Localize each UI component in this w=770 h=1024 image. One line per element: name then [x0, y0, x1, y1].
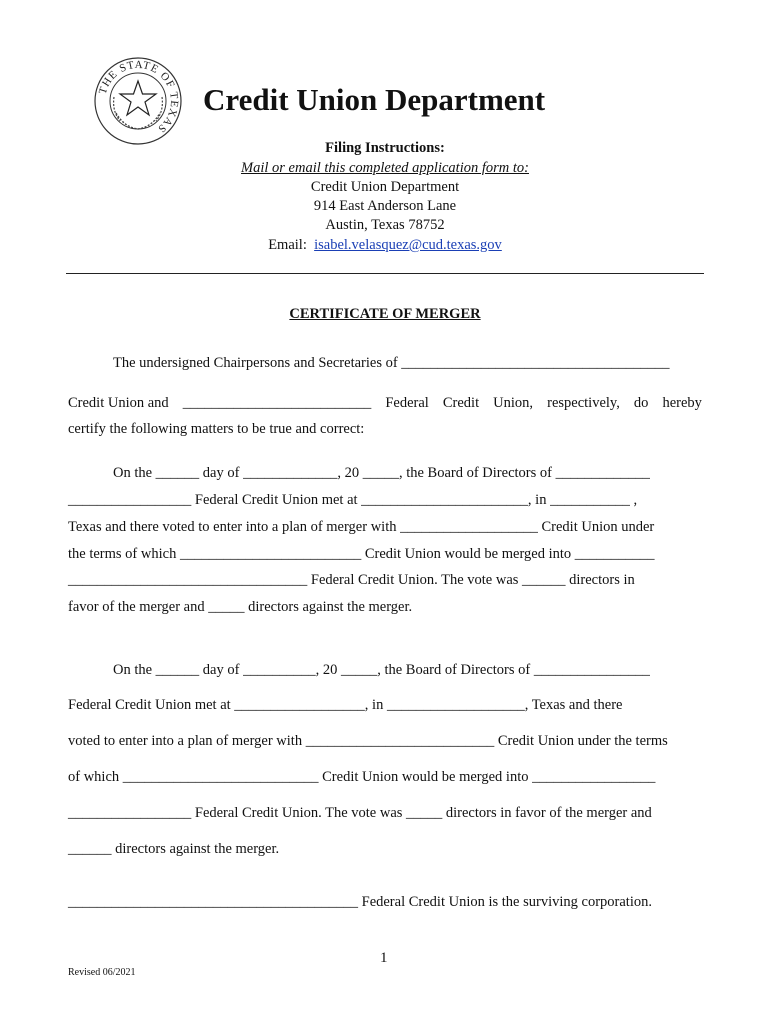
intro-line-2-blank[interactable]: __________________________ — [182, 395, 372, 411]
surviving-corporation-line: ________________________________________ Federal Credit Union is the surviving corporation. — [68, 894, 652, 910]
department-title: Credit Union Department — [203, 82, 546, 117]
intro-word-respectively: respectively, — [547, 395, 620, 411]
p2-line-1: On the ______ day of __________, 20 _____, the Board of Directors of ________________ — [113, 662, 650, 678]
certificate-heading: CERTIFICATE OF MERGER — [289, 306, 481, 322]
p1-line-2: _________________ Federal Credit Union met at _______________________, in ___________ , — [68, 492, 638, 508]
p2-line-4: of which ___________________________ Credit Union would be merged into _________________ — [68, 769, 656, 785]
intro-line-3: certify the following matters to be true and correct: — [68, 421, 365, 437]
email-line — [0, 236, 770, 256]
page-number: 1 — [380, 950, 388, 966]
address-line-3: Austin, Texas 78752 — [325, 217, 445, 233]
p1-line-6: favor of the merger and _____ directors against the merger. — [68, 599, 413, 615]
address-line-2: 914 East Anderson Lane — [313, 198, 457, 214]
p2-line-3: voted to enter into a plan of merger with __________________________ Credit Union under the terms — [68, 733, 668, 749]
intro-line-1-blank[interactable]: _____________________________________ — [401, 355, 670, 371]
p2-line-5: _________________ Federal Credit Union. The vote was _____ directors in favor of the merger and — [68, 805, 652, 821]
state-seal — [94, 57, 182, 145]
intro-word-credit: Credit — [442, 395, 480, 411]
seal-ring-text: THE STATE OF TEXAS — [96, 58, 181, 136]
p2-line-2: Federal Credit Union met at __________________, in ___________________, Texas and there — [68, 697, 623, 713]
filing-instructions-label: Filing Instructions: — [325, 140, 445, 156]
revised-date: Revised 06/2021 — [68, 967, 136, 978]
address-line-1: Credit Union Department — [310, 179, 460, 195]
texas-state-seal-icon — [94, 57, 182, 145]
p1-line-1: On the ______ day of _____________, 20 _____, the Board of Directors of _____________ — [113, 465, 650, 481]
intro-word-do: do — [633, 395, 649, 411]
intro-line-2 — [68, 395, 702, 412]
p2-line-6: ______ directors against the merger. — [68, 841, 280, 857]
intro-line-1-text: The undersigned Chairpersons and Secretaries of — [113, 355, 398, 371]
intro-word-hereby: hereby — [662, 395, 702, 411]
email-label: Email: — [268, 237, 307, 253]
intro-line-1 — [113, 355, 670, 372]
intro-word-union: Union, — [493, 395, 534, 411]
header-divider — [66, 273, 704, 274]
p1-line-5: _________________________________ Federal Credit Union. The vote was ______ directors in — [68, 572, 635, 588]
intro-word-federal: Federal — [385, 395, 429, 411]
p1-line-4: the terms of which _________________________ Credit Union would be merged into ___________ — [68, 546, 655, 562]
intro-word-credit-union-and: Credit Union and — [68, 395, 169, 411]
mail-instruction: Mail or email this completed application form to: — [241, 160, 529, 176]
p1-line-3: Texas and there voted to enter into a plan of merger with ___________________ Credit Union under — [68, 519, 655, 535]
email-link[interactable]: isabel.velasquez@cud.texas.gov — [314, 237, 502, 253]
